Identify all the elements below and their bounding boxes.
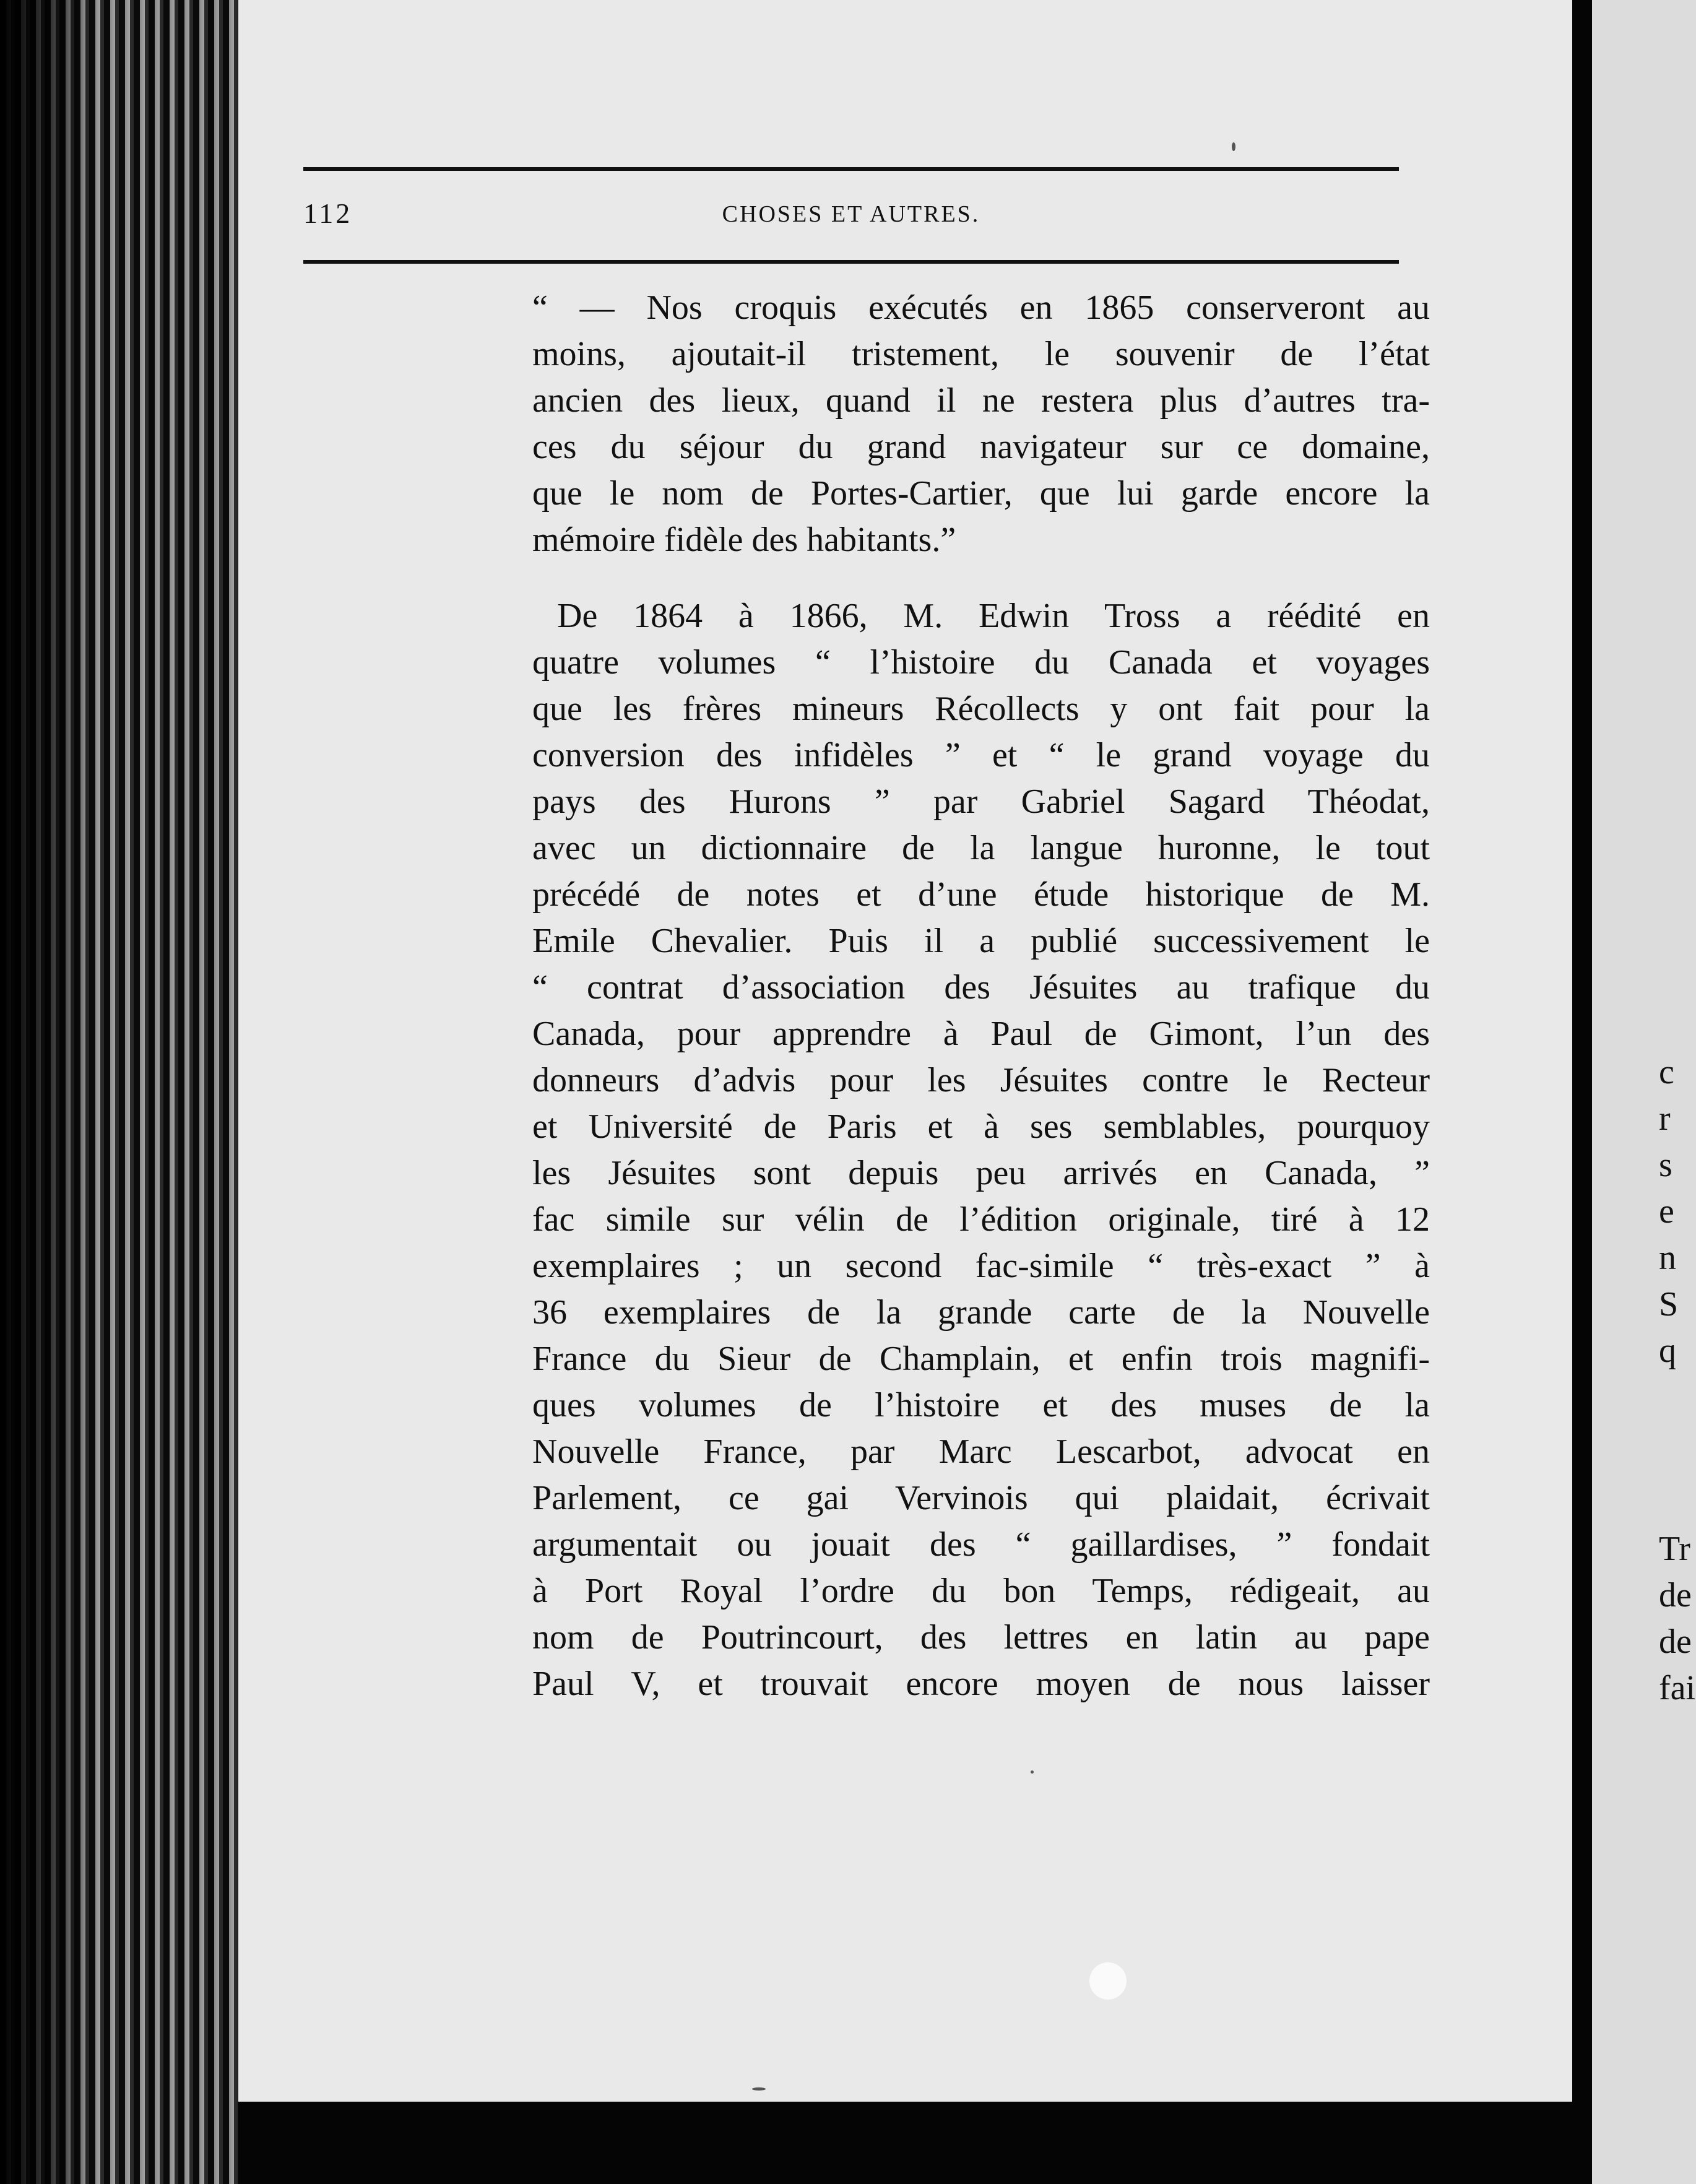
scan-speck <box>1031 1770 1034 1774</box>
running-head <box>303 197 1399 234</box>
paragraph-gap <box>532 563 1430 593</box>
next-page-fragment: fai <box>1659 1669 1696 1707</box>
text-line: précédé de notes et d’une étude historique de M. <box>532 875 1430 914</box>
scan-speck <box>1089 1962 1127 2000</box>
text-line: quatre volumes “ l’histoire du Canada et voyages <box>532 643 1430 682</box>
text-line: Canada, pour apprendre à Paul de Gimont, l’un des <box>532 1015 1430 1053</box>
text-line: mémoire fidèle des habitants.” <box>532 521 956 559</box>
next-page-fragment: Tr <box>1659 1530 1690 1568</box>
page-number: 112 <box>303 197 353 229</box>
body-text <box>532 285 1430 1707</box>
text-line: avec un dictionnaire de la langue huronne, le tout <box>532 829 1430 867</box>
text-line: ces du séjour du grand navigateur sur ce domaine, <box>532 428 1430 466</box>
next-page-fragment: de <box>1659 1576 1692 1614</box>
scan-speck <box>1232 142 1235 151</box>
running-title: CHOSES ET AUTRES. <box>722 201 980 227</box>
next-page-fragment: c <box>1659 1053 1674 1091</box>
header-rule-bottom <box>303 260 1399 264</box>
page-edges <box>0 0 238 2184</box>
text-line: argumentait ou jouait des “ gaillardises, ” fondait <box>532 1525 1430 1564</box>
next-page-fragment: S <box>1659 1285 1679 1324</box>
next-page-fragment: s <box>1659 1146 1672 1184</box>
text-line: les Jésuites sont depuis peu arrivés en Canada, ” <box>532 1154 1430 1192</box>
header-rule-top <box>303 167 1399 171</box>
text-line: Nouvelle France, par Marc Lescarbot, advocat en <box>532 1432 1430 1471</box>
text-line: Paul V, et trouvait encore moyen de nous laisser <box>532 1665 1430 1703</box>
text-line: que les frères mineurs Récollects y ont fait pour la <box>532 690 1430 728</box>
next-page-fragment: n <box>1659 1239 1676 1277</box>
text-line: Emile Chevalier. Puis il a publié successivement le <box>532 922 1430 960</box>
next-page-fragment: r <box>1659 1099 1671 1138</box>
text-line: que le nom de Portes-Cartier, que lui garde encore la <box>532 474 1430 513</box>
text-line: conversion des infidèles ” et “ le grand voyage du <box>532 736 1430 774</box>
text-line: et Université de Paris et à ses semblables, pourquoy <box>532 1107 1430 1146</box>
text-line: Parlement, ce gai Vervinois qui plaidait, écrivait <box>532 1479 1430 1517</box>
next-page-fragment: q <box>1659 1332 1676 1370</box>
text-line: 36 exemplaires de la grande carte de la Nouvelle <box>532 1293 1430 1332</box>
text-line: De 1864 à 1866, M. Edwin Tross a réédité en <box>557 597 1430 635</box>
text-line: moins, ajoutait-il tristement, le souvenir de l’état <box>532 335 1430 373</box>
next-page-fragment: de <box>1659 1623 1692 1661</box>
text-line: ancien des lieux, quand il ne restera plus d’autres tra- <box>532 381 1430 420</box>
page-edges-shadow <box>0 0 93 2184</box>
text-line: à Port Royal l’ordre du bon Temps, rédigeait, au <box>532 1572 1430 1610</box>
text-line: fac simile sur vélin de l’édition originale, tiré à 12 <box>532 1200 1430 1239</box>
text-line: exemplaires ; un second fac-simile “ très-exact ” à <box>532 1247 1430 1285</box>
text-line: nom de Poutrincourt, des lettres en latin au pape <box>532 1618 1430 1657</box>
text-line: pays des Hurons ” par Gabriel Sagard Théodat, <box>532 782 1430 821</box>
scan-speck <box>752 2087 766 2091</box>
text-line: “ — Nos croquis exécutés en 1865 conserveront au <box>532 288 1430 327</box>
text-line: ques volumes de l’histoire et des muses de la <box>532 1386 1430 1424</box>
text-line: France du Sieur de Champlain, et enfin trois magnifi- <box>532 1340 1430 1378</box>
text-line: donneurs d’advis pour les Jésuites contre le Recteur <box>532 1061 1430 1099</box>
next-page-fragment: e <box>1659 1192 1674 1231</box>
next-page-edge <box>1592 0 1696 2184</box>
text-line: “ contrat d’association des Jésuites au trafique du <box>532 968 1430 1007</box>
